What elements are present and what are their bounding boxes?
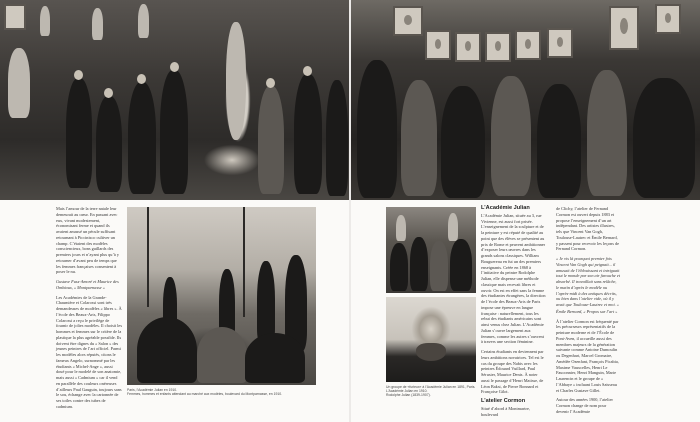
standing-man <box>294 74 322 194</box>
body-paragraph: Les Académies de la Grande-Chaumière et Colarossi sont très demandeuses de modèles « libres ». À l’école des Beaux-Arts, Filippo Colarossi a reçu le privilège de fournir de jolies modèles. Il choisit les hommes et femmes sur le critère de la plastique la plus agréable possible. Ils doivent être dignes du « Salon » des jeunes peintres de l’art officiel. Parmi les modèles alors réputés, citons le fameux Angelo, surnommé par les étudiants « Michel-Ange », aussi doué pour le modelé de son anatomie, mais aussi « Cadmium » car il vend en parallèle des couleurs onéreuses d’ailleurs Paul Gauguin, toujours sans le sou, échange avec la cartonnée de ses toiles contre des tubes de cadmium. <box>56 294 122 409</box>
framed-portrait <box>455 32 481 62</box>
standing-man <box>66 78 92 188</box>
tree-trunk <box>147 207 149 307</box>
body-paragraph: L’Académie Julian, située au 3, rue Vivienne, est aussi fort prisée. L’enseignement de la sculpture et de la peinture y est réputé de qualité au point que des élèves se présentent au prix de Rome et peuvent ambitionner d’exposer leurs œuvres dans les grands salons classiques. William Bouguereau en fut un des premiers enseignants. Créée en 1868 à l’initiative du peintre Rodolphe Julian, elle dispense une méthode classique mais recevait libres et ouvrir. On est en effet sans la femme des étudiantes étrangères, la direction de l’école des Beaux-Arts de Paris impose une épreuve en langue française : naturellement, tous les rebut des étudiants américains sont ainsi venus chez Julian. L’Académie Julian s’ouvre largement aux femmes, comme les autres s’ouvrent à travers une section féminine. <box>481 212 546 345</box>
nude-model <box>226 22 246 140</box>
standing-man <box>96 96 122 192</box>
man-head <box>74 70 83 80</box>
framed-portrait <box>485 32 511 62</box>
photo-caption: Paris, l’Académie Julian en 1910. Femmes, hommes et enfants attendant au marché aux modèles, boulevard du Montparnasse, en 1910. <box>127 388 283 397</box>
section-heading: L’Académie Julian <box>481 205 530 211</box>
framed-portrait <box>515 30 541 60</box>
plaster-statue <box>138 4 149 38</box>
framed-portrait <box>393 6 423 36</box>
tree-trunk <box>243 207 245 317</box>
seated-women <box>401 80 437 196</box>
quote-source: Émile Bernard, « Propos sur l’art » <box>556 308 618 314</box>
body-paragraph: de Clichy, l’atelier de Fernand Cormon est ouvert depuis 1883 et propose l’enseignement d’un art indépendant. Des artistes illustres, tels que Vincent Van Gogh, Toulouse-Lautrec et Émile Bernard, y passent pour recevoir les leçons de Fernand Cormon. <box>556 206 619 252</box>
right-text-column <box>556 206 620 419</box>
plaster-statue <box>396 215 406 241</box>
group-figure <box>390 243 408 291</box>
quote-source: Gustave Fuss-Amoré et Maurice des Ombiaux, « Montparnasse » <box>56 279 119 290</box>
group-figure <box>430 241 448 291</box>
rodolphe-julian-portrait <box>386 297 476 382</box>
man-head <box>104 88 113 98</box>
seated-women <box>137 317 197 383</box>
plaster-statue <box>40 6 50 36</box>
group-figure <box>410 237 428 291</box>
quote-paragraph: « Je vis là pourquoi premier fois Vincent Van Gogh qui peignait... il amusait de l’éblouissant et intriguait tout le monde par son air farouche et absorbé. Il travaillait sans relâche, le matin d’après le modèle ou l’après-midi à des antiques décrits, ou bien dans l’atelier vide, où il y avait que Toulouse-Lautrec et moi. » <box>556 256 620 307</box>
group-figure <box>450 239 472 291</box>
left-text-column <box>56 206 122 414</box>
sculpture-studio-photo <box>0 0 349 200</box>
plaster-statue <box>8 48 30 118</box>
plaster-statue <box>448 213 458 241</box>
body-paragraph: Autour des années 1900, l’atelier Cormon change de nom pour devenir l’Académie <box>556 397 613 414</box>
standing-man <box>128 82 156 194</box>
seated-women <box>491 76 531 196</box>
plaster-statue <box>92 8 103 40</box>
seated-women <box>587 70 627 196</box>
body-paragraph: À l’atelier Cormon est fréquenté par les précurseurs représentatifs de la peinture moderne et de l’École de Pont-Aven, il accueille aussi des membres majeurs de la génération suivante comme Antoine Dumoulin ou Degenhart, Marcel Gromaire, Amédée Ozenfant, François Picabia, Maxime Vauxcelles, Henri Le Fauconnier, Henri Manguin, Marie Laurencin et le groupe de « l’Abbaye » incluant Louis Saisseau et Charles Gustave Gillet. <box>556 318 619 393</box>
framed-portrait <box>655 4 681 34</box>
womens-atelier-photo <box>351 0 700 200</box>
standing-woman <box>357 60 397 198</box>
plaster-cast <box>4 4 26 30</box>
man-head <box>266 78 275 88</box>
framed-portrait <box>425 30 451 60</box>
man-head <box>170 62 179 72</box>
seated-women <box>197 327 247 383</box>
beard <box>416 343 446 361</box>
body-paragraph: Situé d’abord à Montmartre, boulevard <box>481 405 530 417</box>
standing-man <box>258 86 284 194</box>
seated-women <box>441 86 485 198</box>
seated-women <box>245 333 305 383</box>
seated-women <box>633 78 695 198</box>
man-head <box>303 66 312 76</box>
page-gutter <box>349 0 351 422</box>
body-paragraph: Mais l’amour de la terre natale leur demeurait au cœur. En passant avec eux, vivant modestement, économisant ferme et quand ils avaient amassé un pécule suffisant retournant à Piccinisco cultiver un champ. C’étaient des modèles consciencieux, bons gaillards des premiers jours et n’ayant plus qu’à y retourner d’avant peu de temps que les femmes françaises consentent à poser le nu. <box>56 206 120 275</box>
standing-man <box>160 70 188 194</box>
section-heading: L’atelier Cormon <box>481 398 526 404</box>
models-market-photo <box>127 207 316 385</box>
standing-man <box>326 80 348 196</box>
body-paragraph: Certains étudiants en deviennent par leurs ambitions novatrices. Tel est le cas du groupe des Nabis avec les peintres Édouard Vuillard, Paul Sérusier, Maurice Denis. À noter aussi le passage d’Henri Matisse, de Léon Bakst, de Pierre Bonnard et Françoise Gilot. <box>481 349 544 395</box>
photo-caption: Un groupe de «furieux» à l’Académie Julian en 1891, Paris. L’Académie Julian en 1910. Rodolphe Julian (1839-1907). <box>386 385 476 398</box>
workshop-photo <box>386 207 476 293</box>
middle-text-column <box>481 206 546 421</box>
seated-women <box>537 84 581 198</box>
framed-portrait <box>547 28 573 58</box>
framed-painting <box>609 6 639 50</box>
man-head <box>137 74 146 84</box>
